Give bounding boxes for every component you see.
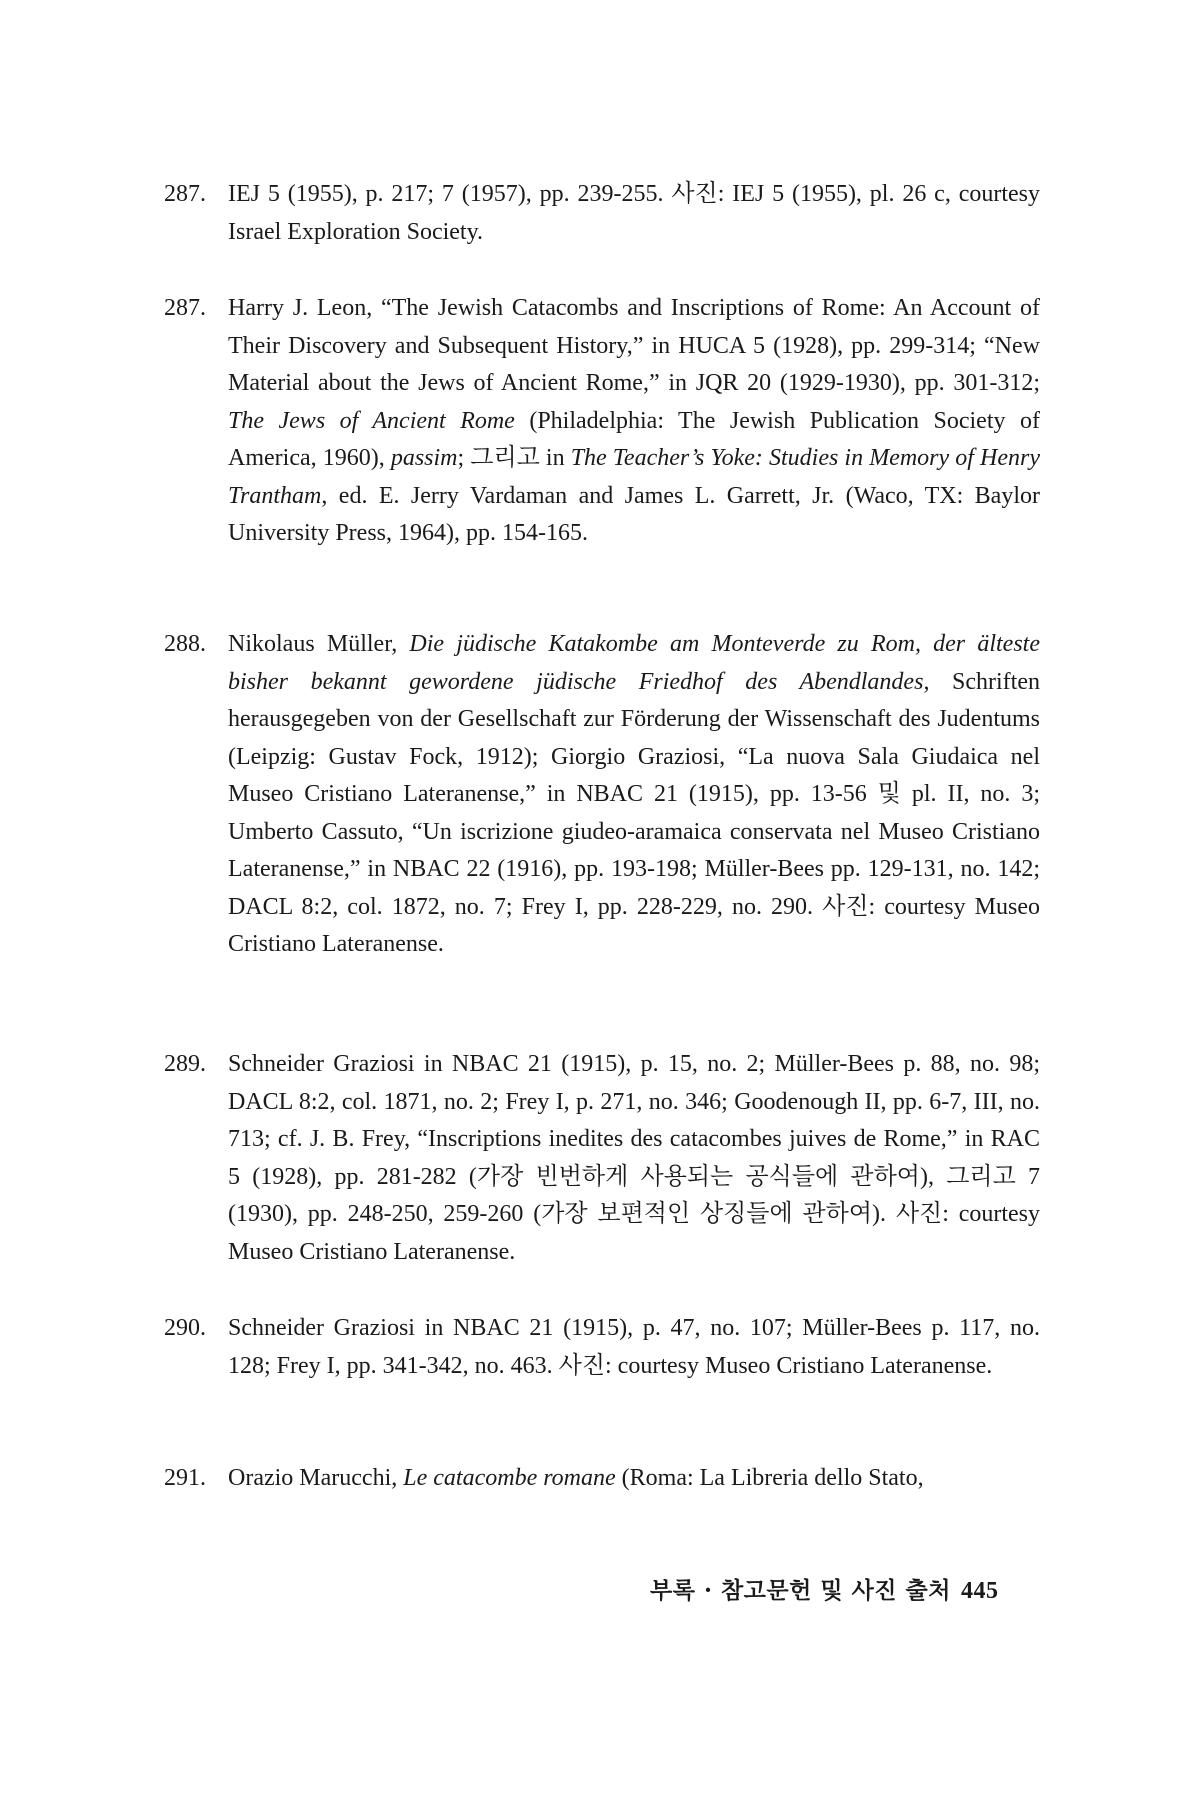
citation-text: Orazio Marucchi, [228,1465,404,1491]
footnote-text [164,626,1040,964]
footnote-entry [164,1046,1040,1271]
citation-text: ; 그리고 in [457,445,571,471]
page-number: 445 [960,1578,999,1604]
citation-text: (Philadelphia: The Jewish Publication Society of America, 1960), [228,407,1040,471]
citation-text: (Roma: La Libreria dello Stato, [615,1465,924,1491]
page-footer [650,1572,998,1605]
footnote-text [164,1046,1040,1271]
italic-title: The Jews of Ancient Rome [228,407,515,434]
footnote-entry [164,626,1040,964]
italic-title: Le catacombe romane [403,1465,616,1491]
italic-title: The Teacher’s Yoke: Studies in Memory of Henry Trantham [228,445,1041,509]
footnote-text [164,290,1040,553]
footnote-text [164,1310,1040,1385]
footnote-entry [164,176,1040,251]
footnote-entry [164,1460,1040,1498]
citation-text: Harry J. Leon, “The Jewish Catacombs and Inscriptions of Rome: An Account of Their Discovery and Subsequent History,” in HUCA 5 (1928), pp. 299-314; “New Material about the Jews of Ancient Rome,” in JQR 20 (1929-1930), pp. 301-312; [228,295,1040,396]
citation-text: Schneider Graziosi in NBAC 21 (1915), p. 15, no. 2; Müller-Bees p. 88, no. 98; DACL 8:2, col. 1871, no. 2; Frey I, p. 271, no. 346; Goodenough II, pp. 6-7, III, no. 713; cf. J. B. Frey, “Inscriptions inedites des catacombes juives de Rome,” in RAC 5 (1928), pp. 281-282 (가장 빈번하게 사용되는 공식들에 관하여), 그리고 7 (1930), pp. 248-250, 259-260 (가장 보편적인 상징들에 관하여). 사진: courtesy Museo Cristiano Lateranense. [228,1051,1040,1265]
citation-text: IEJ 5 (1955), p. 217; 7 (1957), pp. 239-255. 사진: IEJ 5 (1955), pl. 26 c, courtesy Israel Exploration Society. [228,181,1040,245]
citation-text: Schneider Graziosi in NBAC 21 (1915), p. 47, no. 107; Müller-Bees p. 117, no. 128; Frey I, pp. 341-342, no. 463. 사진: courtesy Museo Cristiano Lateranense. [228,1315,1040,1379]
citation-text: Nikolaus Müller, [228,631,410,657]
footnote-number: 291. [164,1465,206,1491]
running-footer-title: 부록 · 참고문헌 및 사진 출처 [650,1577,951,1604]
citation-text: , Schriften herausgegeben von der Gesellschaft zur Förderung der Wissenschaft des Judentums (Leipzig: Gustav Fock, 1912); Giorgio Graziosi, “La nuova Sala Giudaica nel Museo Cristiano Lateranense,” in NBAC 21 (1915), pp. 13-56 및 pl. II, no. 3; Umberto Cassuto, “Un iscrizione giudeo-aramaica conservata nel Museo Cristiano Lateranense,” in NBAC 22 (1916), pp. 193-198; Müller-Bees pp. 129-131, no. 142; DACL 8:2, col. 1872, no. 7; Frey I, pp. 228-229, no. 290. 사진: courtesy Museo Cristiano Lateranense. [228,668,1040,957]
footnote-entry [164,290,1040,553]
footnote-number: 289. [164,1051,206,1077]
italic-title: passim [390,445,458,471]
footnote-number: 288. [164,631,206,657]
footnote-text [164,176,1040,251]
italic-title: Die jüdische Katakombe am Monteverde zu Rom, der älteste bisher bekannt gewordene jüdische Friedhof des Abendlandes [228,631,1040,695]
footnote-number: 287. [164,181,206,207]
footnote-number: 287. [164,295,206,321]
footnote-number: 290. [164,1315,206,1341]
footnote-text [164,1460,1040,1498]
citation-text: , ed. E. Jerry Vardaman and James L. Garrett, Jr. (Waco, TX: Baylor University Press, 1964), pp. 154-165. [228,482,1040,546]
footnote-entry [164,1310,1040,1385]
